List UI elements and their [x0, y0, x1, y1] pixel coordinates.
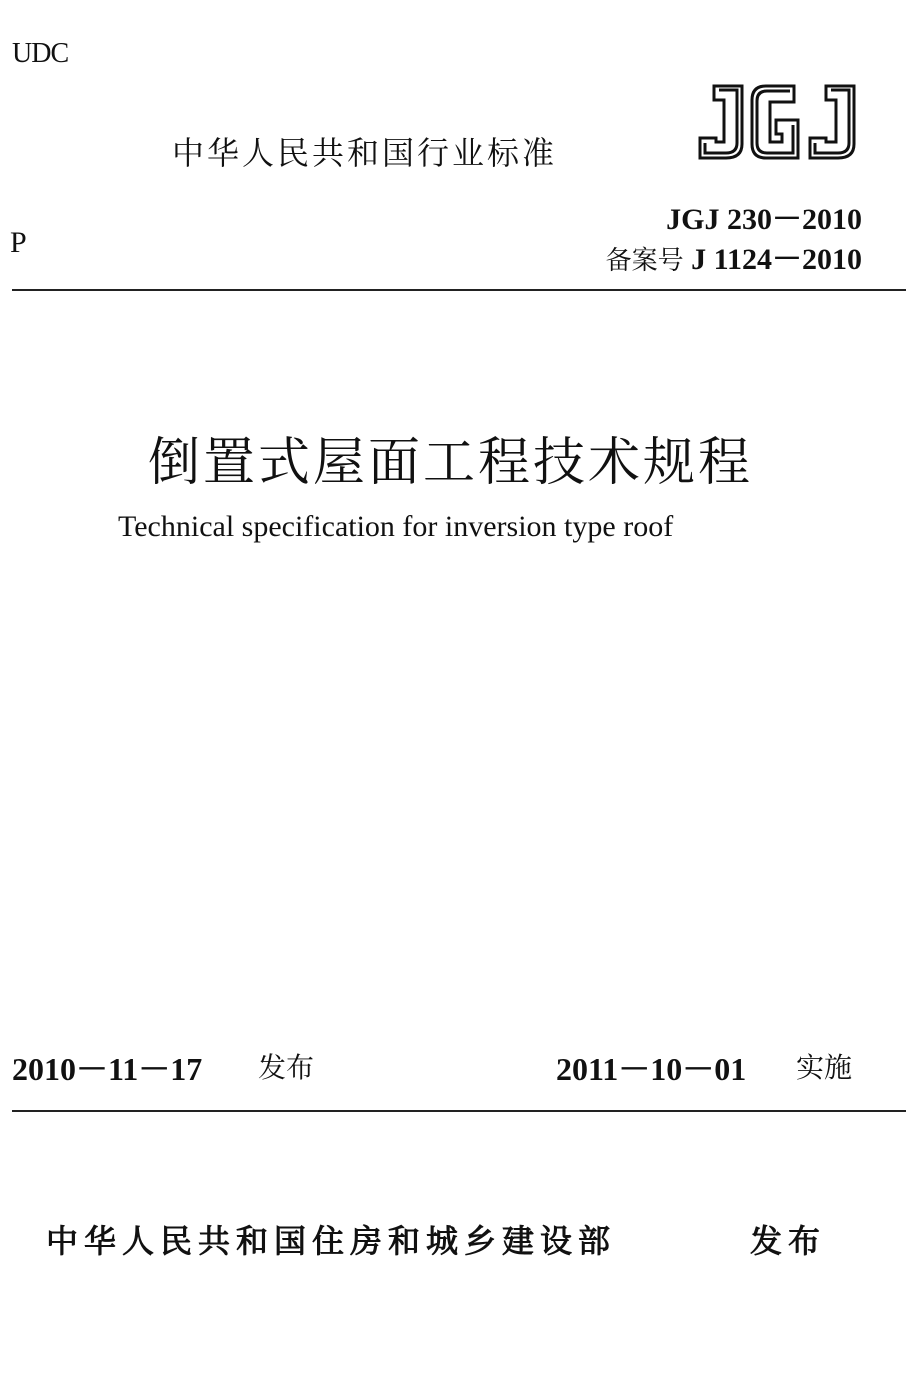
publisher-name: 中华人民共和国住房和城乡建设部 — [46, 1222, 617, 1260]
implementation-date: 2011－10－01 — [556, 1051, 747, 1087]
record-number: J 1124－2010 — [691, 243, 862, 276]
publish-label: 发布 — [750, 1222, 827, 1260]
issue-label: 发布 — [258, 1051, 315, 1084]
jgj-logo-icon — [686, 80, 866, 164]
bottom-divider — [12, 1110, 906, 1112]
document-title-chinese: 倒置式屋面工程技术规程 — [148, 433, 754, 493]
record-number-line — [606, 234, 862, 278]
top-divider — [12, 289, 906, 291]
classification-label: P — [10, 226, 27, 259]
standard-code: JGJ 230－2010 — [666, 203, 862, 236]
udc-label: UDC — [12, 38, 69, 69]
implementation-label: 实施 — [796, 1051, 853, 1084]
document-title-english: Technical specification for inversion type roof — [118, 510, 674, 543]
record-label: 备案号 — [605, 246, 684, 276]
industry-standard-heading: 中华人民共和国行业标准 — [172, 134, 558, 172]
issue-date: 2010－11－17 — [12, 1051, 203, 1087]
